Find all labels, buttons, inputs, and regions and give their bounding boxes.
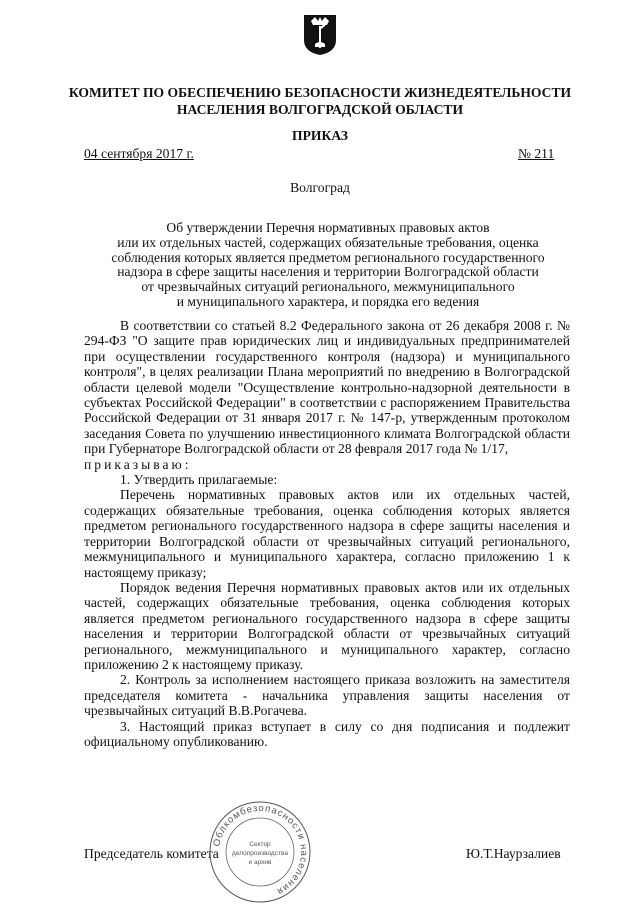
item-1-paragraph: 1. Утвердить прилагаемые:	[120, 472, 278, 488]
title-line: надзора в сфере защиты населения и территории Волгоградской области	[117, 264, 539, 280]
document-date: 04 сентября 2017 г.	[84, 146, 194, 161]
order-word-text: приказываю:	[84, 456, 192, 472]
document-body	[84, 318, 570, 749]
item-1-order-paragraph: Порядок ведения Перечня нормативных правовых актов или их отдельных частей, содержащих обязательные требования, оценка соблюдения которых является предметом регионального государственного надзора в сфере защиты населения и территории Волгоградской области от чрезвычайных ситуаций регионального, межмуниципального и муниципального характер, согласно приложению 2 к настоящему приказу.	[84, 579, 570, 672]
preamble-paragraph: В соответствии со статьей 8.2 Федерального закона от 26 декабря 2008 г. № 294-ФЗ "О защите прав юридических лиц и индивидуальных предпринимателей при осуществлении государственного контроля (надзора) и муниципального контроля", в целях реализации Плана мероприятий по внедрению в Волгоградской области целевой модели "Осуществление контрольно-надзорной деятельности в субъектах Российской Федерации" в соответствии с распоряжением Правительства Российской Федерации от 31 января 2017 г. № 147-р, утвержденным протоколом заседания Совета по улучшению инвестиционного климата Волгоградской области при Губернаторе Волгоградской области от 28 февраля 2017 года № 1/17,	[84, 318, 570, 457]
item-1-list-paragraph: Перечень нормативных правовых актов или их отдельных частей, содержащих обязательные требования, оценка соблюдения которых является предметом регионального государственного надзора в сфере защиты населения и территории Волгоградской области от чрезвычайных ситуаций регионального, межмуниципального и муниципального характера, согласно приложению 1 к настоящему приказу;	[84, 487, 570, 580]
document-city: Волгоград	[290, 180, 350, 195]
document-number: № 211	[518, 146, 555, 161]
stamp-center-line: делопроизводства	[232, 850, 288, 857]
stamp-center-line: и архив	[248, 859, 272, 866]
signatory-name: Ю.Т.Наурзалиев	[466, 846, 561, 861]
round-stamp	[206, 798, 314, 906]
stamp-ring-text: Облкомбезопасности населения	[211, 802, 310, 898]
title-line: от чрезвычайных ситуаций регионального, межмуниципального	[141, 279, 515, 295]
title-line: или их отдельных частей, содержащих обязательные требования, оценка	[117, 234, 539, 250]
order-word	[84, 457, 570, 472]
item-2-paragraph: 2. Контроль за исполнением настоящего приказа возложить на заместителя председателя комитета - начальника управления защиты населения от чрезвычайных ситуаций В.В.Рогачева.	[84, 672, 570, 719]
title-line: соблюдения которых является предметом регионального государственного	[111, 249, 545, 265]
organization-name-line1: КОМИТЕТ ПО ОБЕСПЕЧЕНИЮ БЕЗОПАСНОСТИ ЖИЗНЕДЕЯТЕЛЬНОСТИ	[68, 85, 572, 100]
organization-name-line2: НАСЕЛЕНИЯ ВОЛГОГРАДСКОЙ ОБЛАСТИ	[176, 102, 464, 117]
document-type: ПРИКАЗ	[292, 128, 348, 143]
stamp-center-line: Сектор	[249, 841, 271, 848]
title-line: и муниципального характера, и порядка его ведения	[176, 293, 480, 309]
item-3-paragraph: 3. Настоящий приказ вступает в силу со дня подписания и подлежит официальному опубликованию.	[84, 718, 570, 749]
organization-name	[60, 84, 580, 118]
signatory-position: Председатель комитета	[84, 846, 219, 861]
document-title	[86, 221, 570, 310]
title-line: Об утверждении Перечня нормативных правовых актов	[166, 220, 490, 235]
coat-of-arms-emblem	[303, 14, 337, 56]
